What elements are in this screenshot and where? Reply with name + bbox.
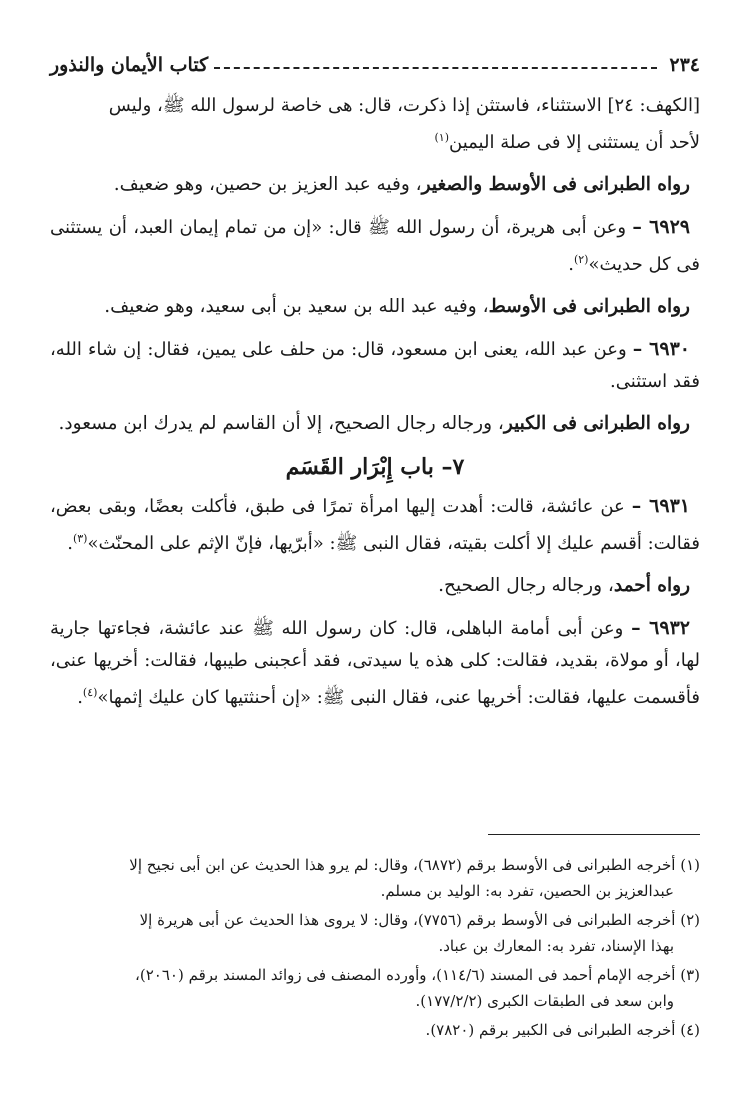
chapter-heading: ٧– باب إِبْرَار القَسَم — [285, 454, 465, 480]
source-note-2-rest: ، وفيه عبد الله بن سعيد بن أبى سعيد، وهو ضعيف. — [104, 296, 489, 317]
footnote-2-line-1: (٢) أخرجه الطبرانى فى الأوسط برقم (٧٧٥٦)، وقال: لا يروى هذا الحديث عن أبى هريرة إلا — [139, 911, 700, 929]
hadith-6932: ٦٩٣٢ – وعن أبى أمامة الباهلى، قال: كان رسول الله ﷺ عند عائشة، فجاءتها جارية لها، أو مولاة، بقديد، فقالت: كلى هذه يا سيدتى، فقد أعجبنى طيبها، فقالت: أخريها عنى، فأقسمت عليها، فقالت: أخريها عنى، فقال النبى ﷺ: «إن أحنثتيها كان عليك إثمها»$^{(٤)}$. — [50, 617, 700, 708]
hadith-number-6930: ٦٩٣٠ – — [632, 338, 690, 360]
source-note-4 — [50, 570, 700, 602]
source-note-4-rest: ، ورجاله رجال الصحيح. — [438, 575, 614, 596]
source-note-3-bold: رواه الطبرانى فى الكبير — [503, 413, 690, 434]
footnote-3-line-1: (٣) أخرجه الإمام أحمد فى المسند (١١٤/٦)، وأورده المصنف فى زوائد المسند برقم (٢٠٦٠)، — [135, 966, 700, 984]
footnote-3-line-2: وابن سعد فى الطبقات الكبرى (١٧٧/٢/٢). — [415, 992, 674, 1010]
footnote-1 — [50, 852, 700, 904]
page-number: ٢٣٤ — [669, 54, 700, 76]
footnote-ref-1: (١) — [434, 131, 450, 144]
footnote-ref-3: (٣) — [72, 532, 88, 545]
source-note-2-bold: رواه الطبرانى فى الأوسط — [488, 296, 690, 317]
hadith-6929: ٦٩٢٩ – وعن أبى هريرة، أن رسول الله ﷺ قال: «إن من تمام إيمان العبد، أن يستثنى فى كل حديث»$^{(٢)}$. — [50, 216, 700, 275]
source-note-1 — [50, 169, 700, 201]
source-note-4-bold: رواه أحمد — [613, 575, 690, 596]
header-dash-rule — [214, 67, 657, 69]
footnote-2 — [50, 907, 700, 959]
continuation-line-1: [الكهف: ٢٤] الاستثناء، فاستثن إذا ذكرت، قال: هى خاصة لرسول الله ﷺ، وليس — [108, 95, 700, 116]
hadith-text-6929: وعن أبى هريرة، أن رسول الله ﷺ قال: «إن من تمام إيمان العبد، أن يستثنى فى كل حديث» — [50, 217, 700, 275]
footnote-4 — [50, 1017, 700, 1043]
footnotes — [50, 852, 700, 1046]
hadith-number-6929: ٦٩٢٩ – — [632, 216, 690, 238]
source-note-3-rest: ، ورجاله رجال الصحيح، إلا أن القاسم لم يدرك ابن مسعود. — [58, 413, 504, 434]
book-title: كتاب الأيمان والنذور — [50, 54, 209, 76]
footnote-separator — [488, 834, 700, 835]
main-text — [50, 90, 700, 724]
source-note-3 — [50, 408, 700, 440]
footnote-3 — [50, 962, 700, 1014]
hadith-number-6932: ٦٩٣٢ – — [631, 617, 690, 639]
hadith-text-6931: عن عائشة، قالت: أهدت إليها امرأة تمرًا فى طبق، فأكلت بعضًا، وبقى بعض، فقالت: أقسم عليك إلا أكلت بقيته، فقال النبى ﷺ: «أبرّيها، فإنّ الإثم على المحنّث» — [50, 496, 700, 554]
source-note-1-bold: رواه الطبرانى فى الأوسط والصغير — [421, 174, 690, 195]
footnote-1-line-1: (١) أخرجه الطبرانى فى الأوسط برقم (٦٨٧٢)، وقال: لم يرو هذا الحديث عن ابن أبى نجيح إلا — [129, 856, 700, 874]
footnote-ref-2: (٢) — [573, 253, 589, 266]
footnote-4-line-1: (٤) أخرجه الطبرانى فى الكبير برقم (٧٨٢٠). — [425, 1021, 700, 1039]
hadith-text-6930: وعن عبد الله، يعنى ابن مسعود، قال: من حلف على يمين، فقال: إن شاء الله، فقد استثنى. — [50, 339, 700, 392]
continuation-line-2: لأحد أن يستثنى إلا فى صلة اليمين — [449, 132, 700, 153]
hadith-number-6931: ٦٩٣١ – — [631, 495, 690, 517]
hadith-text-6932: وعن أبى أمامة الباهلى، قال: كان رسول الله ﷺ عند عائشة، فجاءتها جارية لها، أو مولاة، بقديد، فقالت: كلى هذه يا سيدتى، فقد أعجبنى طيبها، فقالت: أخريها عنى، فأقسمت عليها، فقالت: أخريها عنى، فقال النبى ﷺ: «إن أحنثتيها كان عليك إثمها» — [50, 618, 700, 708]
paragraph-continuation — [50, 90, 700, 159]
hadith-6931: ٦٩٣١ – عن عائشة، قالت: أهدت إليها امرأة تمرًا فى طبق، فأكلت بعضًا، وبقى بعض، فقالت: أقسم عليك إلا أكلت بقيته، فقال النبى ﷺ: «أبرّيها، فإنّ الإثم على المحنّث»$^{(٣)}$. — [50, 495, 700, 554]
hadith-6930 — [50, 333, 700, 398]
running-header — [50, 46, 700, 76]
footnote-2-line-2: بهذا الإسناد، تفرد به: المعارك بن عباد. — [438, 937, 674, 955]
source-note-2 — [50, 291, 700, 323]
footnote-1-line-2: عبدالعزيز بن الحصين، تفرد به: الوليد بن مسلم. — [380, 882, 674, 900]
footnote-ref-4: (٤) — [82, 686, 98, 699]
source-note-1-rest: ، وفيه عبد العزيز بن حصين، وهو ضعيف. — [113, 174, 422, 195]
